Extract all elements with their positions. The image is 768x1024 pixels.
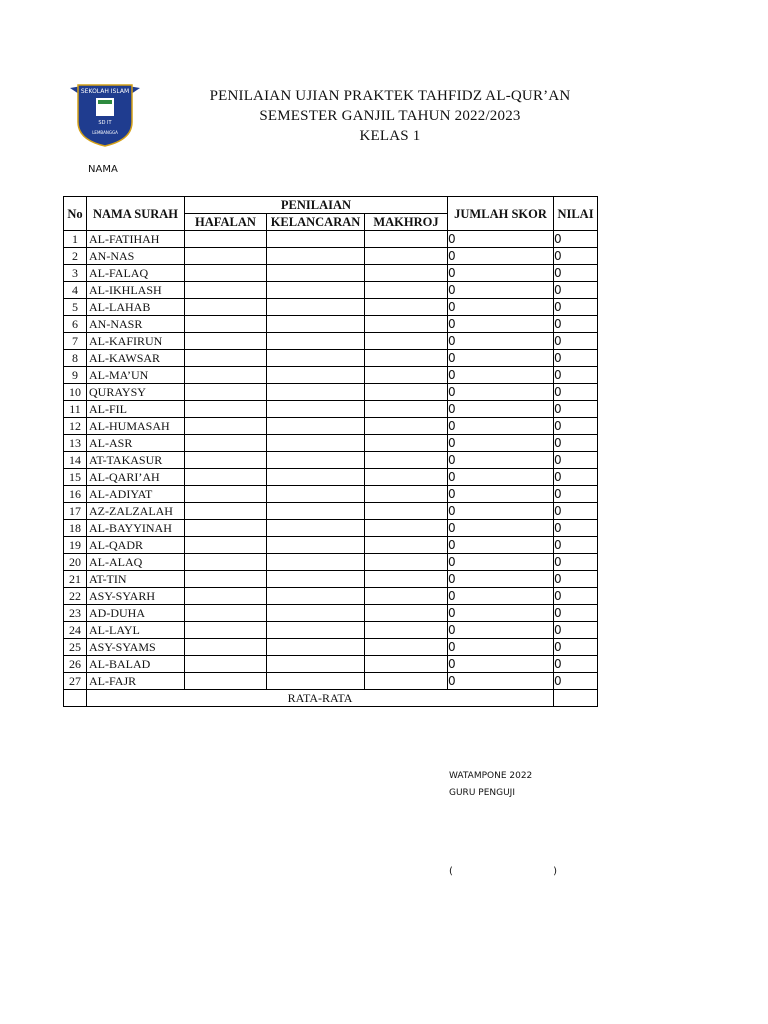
row-makhroj-cell[interactable] — [365, 486, 448, 503]
row-kelancaran-cell[interactable] — [267, 418, 365, 435]
row-nilai: 0 — [554, 401, 598, 418]
row-hafalan-cell[interactable] — [185, 401, 267, 418]
row-hafalan-cell[interactable] — [185, 503, 267, 520]
row-kelancaran-cell[interactable] — [267, 316, 365, 333]
row-jumlah-skor: 0 — [448, 486, 554, 503]
row-surah: AL-QARI’AH — [87, 469, 185, 486]
table-row — [64, 401, 598, 418]
row-surah: AL-FIL — [87, 401, 185, 418]
row-makhroj-cell[interactable] — [365, 520, 448, 537]
row-kelancaran-cell[interactable] — [267, 673, 365, 690]
row-kelancaran-cell[interactable] — [267, 622, 365, 639]
row-nilai: 0 — [554, 622, 598, 639]
row-jumlah-skor: 0 — [448, 520, 554, 537]
row-surah: AL-IKHLASH — [87, 282, 185, 299]
row-makhroj-cell[interactable] — [365, 384, 448, 401]
row-surah: AN-NAS — [87, 248, 185, 265]
row-surah: AL-ALAQ — [87, 554, 185, 571]
row-kelancaran-cell[interactable] — [267, 367, 365, 384]
row-nilai: 0 — [554, 520, 598, 537]
row-makhroj-cell[interactable] — [365, 231, 448, 248]
row-jumlah-skor: 0 — [448, 384, 554, 401]
table-row — [64, 503, 598, 520]
row-surah: AL-FALAQ — [87, 265, 185, 282]
header-penilaian: PENILAIAN — [185, 197, 448, 214]
row-jumlah-skor: 0 — [448, 282, 554, 299]
table-row — [64, 231, 598, 248]
row-kelancaran-cell[interactable] — [267, 452, 365, 469]
row-jumlah-skor: 0 — [448, 367, 554, 384]
row-makhroj-cell[interactable] — [365, 265, 448, 282]
table-row — [64, 673, 598, 690]
row-kelancaran-cell[interactable] — [267, 639, 365, 656]
row-makhroj-cell[interactable] — [365, 282, 448, 299]
row-makhroj-cell[interactable] — [365, 435, 448, 452]
row-no: 26 — [64, 656, 87, 673]
row-kelancaran-cell[interactable] — [267, 605, 365, 622]
row-makhroj-cell[interactable] — [365, 571, 448, 588]
row-no: 27 — [64, 673, 87, 690]
row-jumlah-skor: 0 — [448, 452, 554, 469]
row-hafalan-cell[interactable] — [185, 486, 267, 503]
row-kelancaran-cell[interactable] — [267, 656, 365, 673]
row-nilai: 0 — [554, 333, 598, 350]
row-jumlah-skor: 0 — [448, 231, 554, 248]
row-makhroj-cell[interactable] — [365, 639, 448, 656]
table-row — [64, 316, 598, 333]
row-hafalan-cell[interactable] — [185, 469, 267, 486]
row-kelancaran-cell[interactable] — [267, 401, 365, 418]
row-surah: AL-FATIHAH — [87, 231, 185, 248]
row-no: 16 — [64, 486, 87, 503]
heading-line-3: KELAS 1 — [359, 128, 421, 144]
row-no: 13 — [64, 435, 87, 452]
row-no: 14 — [64, 452, 87, 469]
row-kelancaran-cell[interactable] — [267, 537, 365, 554]
row-hafalan-cell[interactable] — [185, 316, 267, 333]
row-surah: ASY-SYARH — [87, 588, 185, 605]
table-row — [64, 350, 598, 367]
row-hafalan-cell[interactable] — [185, 299, 267, 316]
row-hafalan-cell[interactable] — [185, 350, 267, 367]
logo-bottom-text: LEMBANGGA — [92, 130, 118, 135]
row-no: 8 — [64, 350, 87, 367]
row-hafalan-cell[interactable] — [185, 571, 267, 588]
table-row — [64, 554, 598, 571]
row-no: 9 — [64, 367, 87, 384]
row-hafalan-cell[interactable] — [185, 282, 267, 299]
row-surah: AL-LAYL — [87, 622, 185, 639]
signature-place-date: WATAMPONE 2022 — [449, 771, 533, 781]
row-jumlah-skor: 0 — [448, 622, 554, 639]
row-jumlah-skor: 0 — [448, 435, 554, 452]
table-row — [64, 605, 598, 622]
row-hafalan-cell[interactable] — [185, 639, 267, 656]
average-label: RATA-RATA — [87, 690, 554, 707]
row-jumlah-skor: 0 — [448, 588, 554, 605]
signature-role: GURU PENGUJI — [449, 788, 515, 798]
row-no: 5 — [64, 299, 87, 316]
row-makhroj-cell[interactable] — [365, 299, 448, 316]
row-makhroj-cell[interactable] — [365, 503, 448, 520]
row-jumlah-skor: 0 — [448, 639, 554, 656]
header-jumlah-skor: JUMLAH SKOR — [448, 197, 554, 231]
row-hafalan-cell[interactable] — [185, 588, 267, 605]
row-no: 25 — [64, 639, 87, 656]
row-makhroj-cell[interactable] — [365, 248, 448, 265]
row-nilai: 0 — [554, 656, 598, 673]
row-kelancaran-cell[interactable] — [267, 265, 365, 282]
row-hafalan-cell[interactable] — [185, 231, 267, 248]
nama-label: NAMA — [88, 164, 118, 175]
row-surah: AT-TIN — [87, 571, 185, 588]
row-makhroj-cell[interactable] — [365, 350, 448, 367]
row-no: 3 — [64, 265, 87, 282]
row-surah: AZ-ZALZALAH — [87, 503, 185, 520]
table-row — [64, 520, 598, 537]
row-nilai: 0 — [554, 231, 598, 248]
row-nilai: 0 — [554, 469, 598, 486]
table-row — [64, 282, 598, 299]
row-nilai: 0 — [554, 486, 598, 503]
row-no: 1 — [64, 231, 87, 248]
row-hafalan-cell[interactable] — [185, 418, 267, 435]
row-no: 20 — [64, 554, 87, 571]
row-surah: AL-BAYYINAH — [87, 520, 185, 537]
header-kelancaran: KELANCARAN — [267, 214, 365, 231]
row-hafalan-cell[interactable] — [185, 622, 267, 639]
row-kelancaran-cell[interactable] — [267, 520, 365, 537]
row-nilai: 0 — [554, 265, 598, 282]
heading-line-1: PENILAIAN UJIAN PRAKTEK TAHFIDZ AL-QUR’AN — [209, 88, 571, 104]
table-row — [64, 469, 598, 486]
table-row — [64, 248, 598, 265]
table-row — [64, 418, 598, 435]
header-no: No — [64, 197, 87, 231]
row-kelancaran-cell[interactable] — [267, 469, 365, 486]
row-jumlah-skor: 0 — [448, 554, 554, 571]
row-nilai: 0 — [554, 435, 598, 452]
row-no: 21 — [64, 571, 87, 588]
row-jumlah-skor: 0 — [448, 248, 554, 265]
row-surah: AN-NASR — [87, 316, 185, 333]
table-row — [64, 367, 598, 384]
document-heading — [190, 86, 590, 146]
row-surah: AL-ASR — [87, 435, 185, 452]
signature-name-field[interactable] — [449, 866, 557, 877]
row-hafalan-cell[interactable] — [185, 435, 267, 452]
row-surah: QURAYSY — [87, 384, 185, 401]
row-jumlah-skor: 0 — [448, 418, 554, 435]
row-hafalan-cell[interactable] — [185, 673, 267, 690]
row-surah: AL-ADIYAT — [87, 486, 185, 503]
row-nilai: 0 — [554, 248, 598, 265]
row-hafalan-cell[interactable] — [185, 520, 267, 537]
table-body — [64, 231, 598, 690]
row-makhroj-cell[interactable] — [365, 605, 448, 622]
row-kelancaran-cell[interactable] — [267, 350, 365, 367]
row-jumlah-skor: 0 — [448, 333, 554, 350]
row-nilai: 0 — [554, 282, 598, 299]
row-kelancaran-cell[interactable] — [267, 588, 365, 605]
row-hafalan-cell[interactable] — [185, 554, 267, 571]
row-hafalan-cell[interactable] — [185, 452, 267, 469]
row-surah: AL-HUMASAH — [87, 418, 185, 435]
row-makhroj-cell[interactable] — [365, 418, 448, 435]
row-jumlah-skor: 0 — [448, 316, 554, 333]
row-kelancaran-cell[interactable] — [267, 299, 365, 316]
row-kelancaran-cell[interactable] — [267, 384, 365, 401]
average-nilai-cell[interactable] — [554, 690, 598, 707]
row-kelancaran-cell[interactable] — [267, 486, 365, 503]
row-hafalan-cell[interactable] — [185, 656, 267, 673]
row-kelancaran-cell[interactable] — [267, 503, 365, 520]
row-hafalan-cell[interactable] — [185, 248, 267, 265]
table-row — [64, 333, 598, 350]
row-no: 7 — [64, 333, 87, 350]
table-row — [64, 384, 598, 401]
row-kelancaran-cell[interactable] — [267, 571, 365, 588]
row-surah: AL-KAFIRUN — [87, 333, 185, 350]
row-no: 19 — [64, 537, 87, 554]
row-kelancaran-cell[interactable] — [267, 248, 365, 265]
row-jumlah-skor: 0 — [448, 656, 554, 673]
table-row — [64, 452, 598, 469]
row-jumlah-skor: 0 — [448, 299, 554, 316]
header-hafalan: HAFALAN — [185, 214, 267, 231]
row-makhroj-cell[interactable] — [365, 656, 448, 673]
row-makhroj-cell[interactable] — [365, 537, 448, 554]
row-nilai: 0 — [554, 384, 598, 401]
row-hafalan-cell[interactable] — [185, 605, 267, 622]
row-jumlah-skor: 0 — [448, 537, 554, 554]
open-paren: ( — [449, 866, 453, 877]
row-hafalan-cell[interactable] — [185, 384, 267, 401]
row-nilai: 0 — [554, 554, 598, 571]
header-nilai: NILAI — [554, 197, 598, 231]
row-no: 10 — [64, 384, 87, 401]
row-surah: AD-DUHA — [87, 605, 185, 622]
row-no: 17 — [64, 503, 87, 520]
row-nilai: 0 — [554, 605, 598, 622]
row-jumlah-skor: 0 — [448, 350, 554, 367]
row-makhroj-cell[interactable] — [365, 452, 448, 469]
row-kelancaran-cell[interactable] — [267, 231, 365, 248]
table-row — [64, 265, 598, 282]
row-surah: AL-BALAD — [87, 656, 185, 673]
row-makhroj-cell[interactable] — [365, 622, 448, 639]
signature-block — [449, 768, 532, 802]
row-surah: AT-TAKASUR — [87, 452, 185, 469]
row-surah: ASY-SYAMS — [87, 639, 185, 656]
logo-top-text: SEKOLAH ISLAM — [80, 88, 130, 95]
row-surah: AL-LAHAB — [87, 299, 185, 316]
row-no: 23 — [64, 605, 87, 622]
row-makhroj-cell[interactable] — [365, 588, 448, 605]
table-row — [64, 622, 598, 639]
row-hafalan-cell[interactable] — [185, 265, 267, 282]
row-kelancaran-cell[interactable] — [267, 435, 365, 452]
row-hafalan-cell[interactable] — [185, 537, 267, 554]
row-hafalan-cell[interactable] — [185, 367, 267, 384]
table-row — [64, 486, 598, 503]
table-row — [64, 571, 598, 588]
row-makhroj-cell[interactable] — [365, 333, 448, 350]
row-no: 6 — [64, 316, 87, 333]
row-nilai: 0 — [554, 537, 598, 554]
row-jumlah-skor: 0 — [448, 265, 554, 282]
row-jumlah-skor: 0 — [448, 401, 554, 418]
header-nama-surah: NAMA SURAH — [87, 197, 185, 231]
row-nilai: 0 — [554, 418, 598, 435]
row-nilai: 0 — [554, 316, 598, 333]
row-nilai: 0 — [554, 452, 598, 469]
row-no: 18 — [64, 520, 87, 537]
row-jumlah-skor: 0 — [448, 673, 554, 690]
row-makhroj-cell[interactable] — [365, 401, 448, 418]
row-makhroj-cell[interactable] — [365, 469, 448, 486]
average-no-cell — [64, 690, 87, 707]
assessment-table — [63, 196, 598, 707]
table-row — [64, 299, 598, 316]
row-nilai: 0 — [554, 367, 598, 384]
logo-sub-text: SD IT — [98, 120, 112, 126]
row-no: 2 — [64, 248, 87, 265]
row-nilai: 0 — [554, 571, 598, 588]
row-surah: AL-QADR — [87, 537, 185, 554]
heading-line-2: SEMESTER GANJIL TAHUN 2022/2023 — [259, 108, 521, 124]
row-no: 4 — [64, 282, 87, 299]
close-paren: ) — [553, 866, 557, 877]
row-nilai: 0 — [554, 350, 598, 367]
row-nilai: 0 — [554, 299, 598, 316]
school-logo — [68, 82, 142, 148]
row-jumlah-skor: 0 — [448, 571, 554, 588]
row-surah: AL-FAJR — [87, 673, 185, 690]
row-nilai: 0 — [554, 588, 598, 605]
row-jumlah-skor: 0 — [448, 469, 554, 486]
row-hafalan-cell[interactable] — [185, 333, 267, 350]
table-row — [64, 435, 598, 452]
row-jumlah-skor: 0 — [448, 503, 554, 520]
row-nilai: 0 — [554, 673, 598, 690]
row-makhroj-cell[interactable] — [365, 316, 448, 333]
average-row — [64, 690, 598, 707]
row-kelancaran-cell[interactable] — [267, 282, 365, 299]
header-makhroj: MAKHROJ — [365, 214, 448, 231]
row-surah: AL-MA’UN — [87, 367, 185, 384]
table-row — [64, 656, 598, 673]
row-no: 24 — [64, 622, 87, 639]
row-makhroj-cell[interactable] — [365, 554, 448, 571]
table-row — [64, 588, 598, 605]
row-kelancaran-cell[interactable] — [267, 333, 365, 350]
row-jumlah-skor: 0 — [448, 605, 554, 622]
row-no: 11 — [64, 401, 87, 418]
row-surah: AL-KAWSAR — [87, 350, 185, 367]
row-nilai: 0 — [554, 503, 598, 520]
row-nilai: 0 — [554, 639, 598, 656]
table-row — [64, 639, 598, 656]
table-row — [64, 537, 598, 554]
row-makhroj-cell[interactable] — [365, 673, 448, 690]
row-makhroj-cell[interactable] — [365, 367, 448, 384]
row-no: 12 — [64, 418, 87, 435]
row-no: 22 — [64, 588, 87, 605]
row-no: 15 — [64, 469, 87, 486]
row-kelancaran-cell[interactable] — [267, 554, 365, 571]
